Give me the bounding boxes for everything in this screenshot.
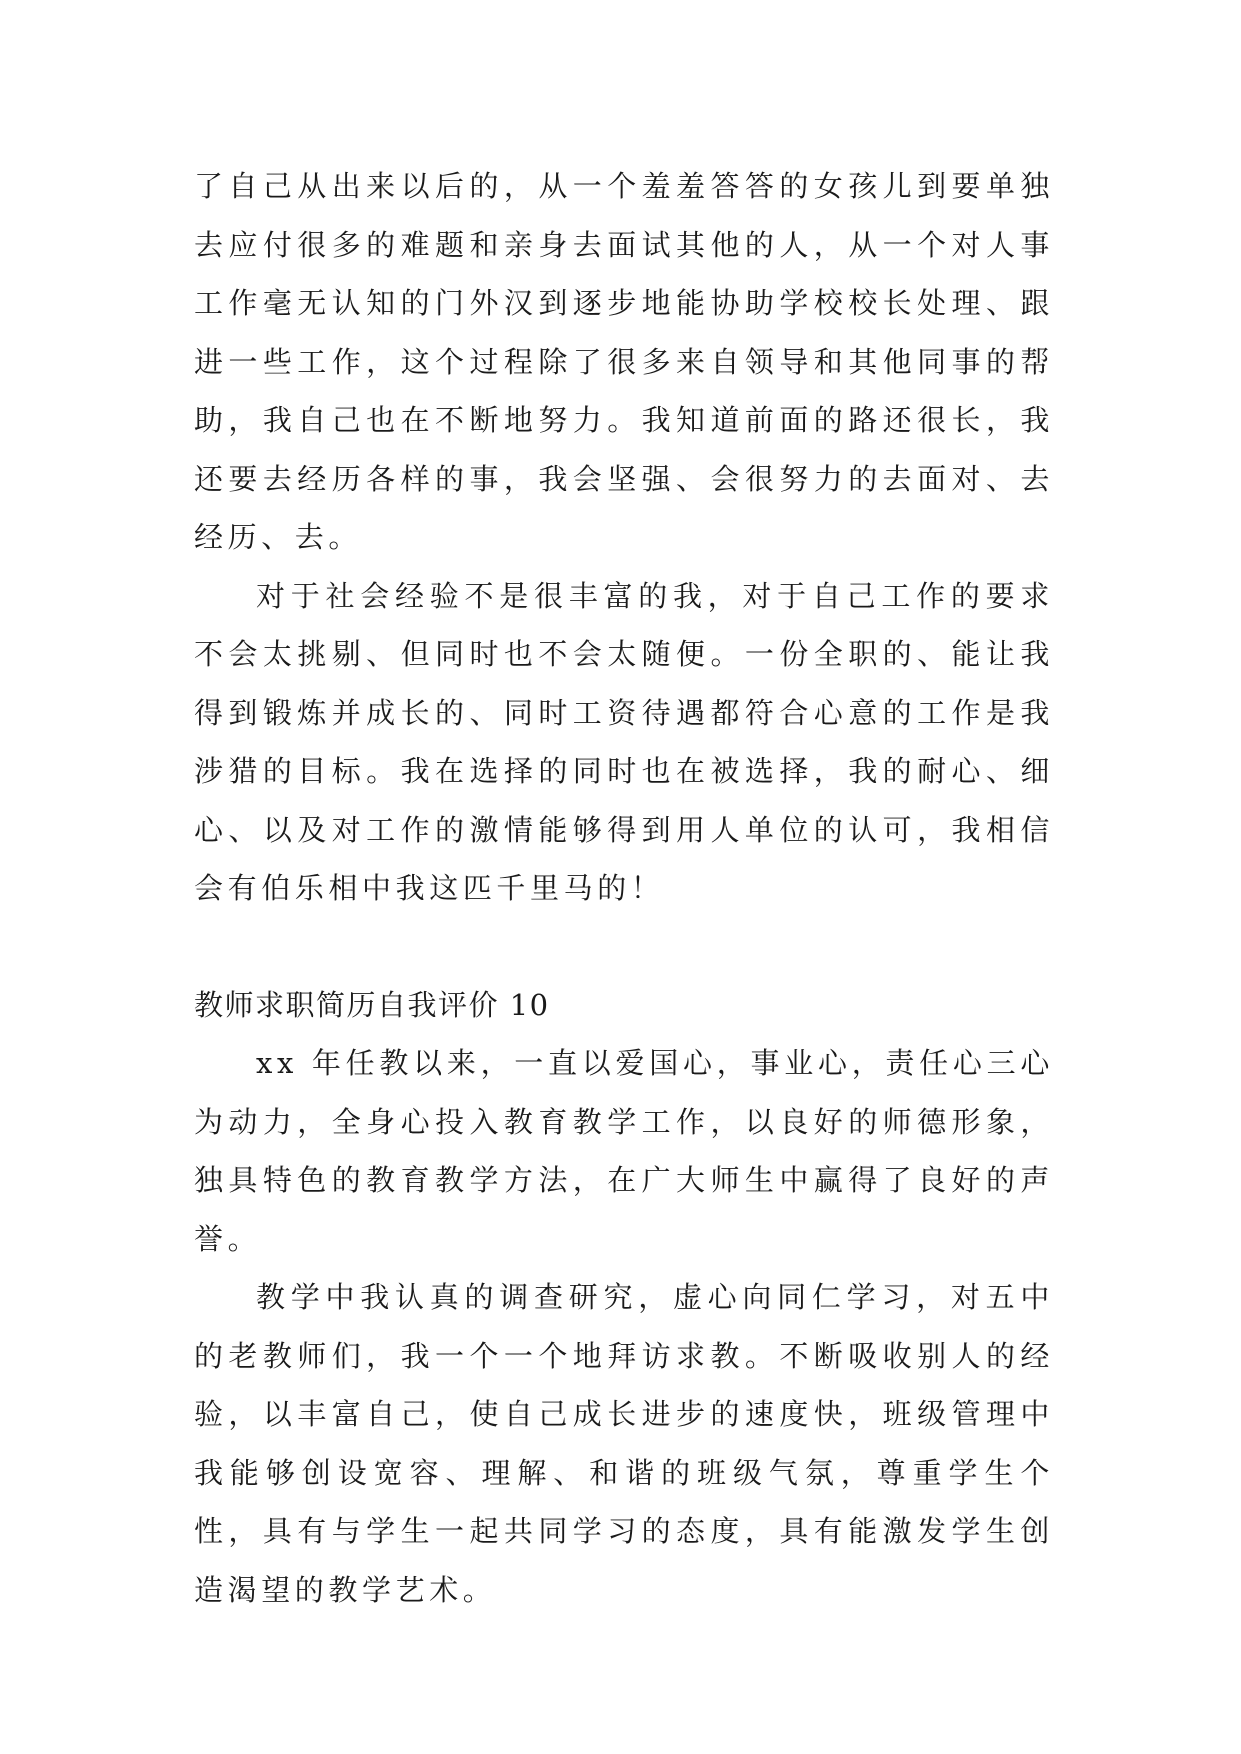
paragraph-job-expectation: 对于社会经验不是很丰富的我，对于自己工作的要求不会太挑剔、但同时也不会太随便。一份全职的、能让我得到锻炼并成长的、同时工资待遇都符合心意的工作是我涉猎的目标。我在选择的同时也在被选择，我的耐心、细心、以及对工作的激情能够得到用人单位的认可，我相信会有伯乐相中我这匹千里马的！ — [194, 578, 1054, 905]
paragraph-continuation: 了自己从出来以后的，从一个羞羞答答的女孩儿到要单独去应付很多的难题和亲身去面试其他的人，从一个对人事工作毫无认知的门外汉到逐步地能协助学校校长处理、跟进一些工作，这个过程除了很多来自领导和其他同事的帮助，我自己也在不断地努力。我知道前面的路还很长，我还要去经历各样的事，我会坚强、会很努力的去面对、去经历、去。 — [194, 169, 1054, 554]
section-gap — [194, 918, 1054, 976]
section-heading: 教师求职简历自我评价 10 — [194, 987, 550, 1022]
paragraph-teaching-research: 教学中我认真的调查研究，虚心向同仁学习，对五中的老教师们，我一个一个地拜访求教。不断吸收别人的经验，以丰富自己，使自己成长进步的速度快，班级管理中我能够创设宽容、理解、和谐的班级气氛，尊重学生个性，具有与学生一起共同学习的态度，具有能激发学生创造渴望的教学艺术。 — [194, 1280, 1054, 1607]
paragraph-teaching-years: xx 年任教以来，一直以爱国心，事业心，责任心三心为动力，全身心投入教育教学工作，以良好的师德形象，独具特色的教育教学方法，在广大师生中赢得了良好的声誉。 — [194, 1046, 1054, 1256]
document-body — [194, 157, 1054, 1619]
